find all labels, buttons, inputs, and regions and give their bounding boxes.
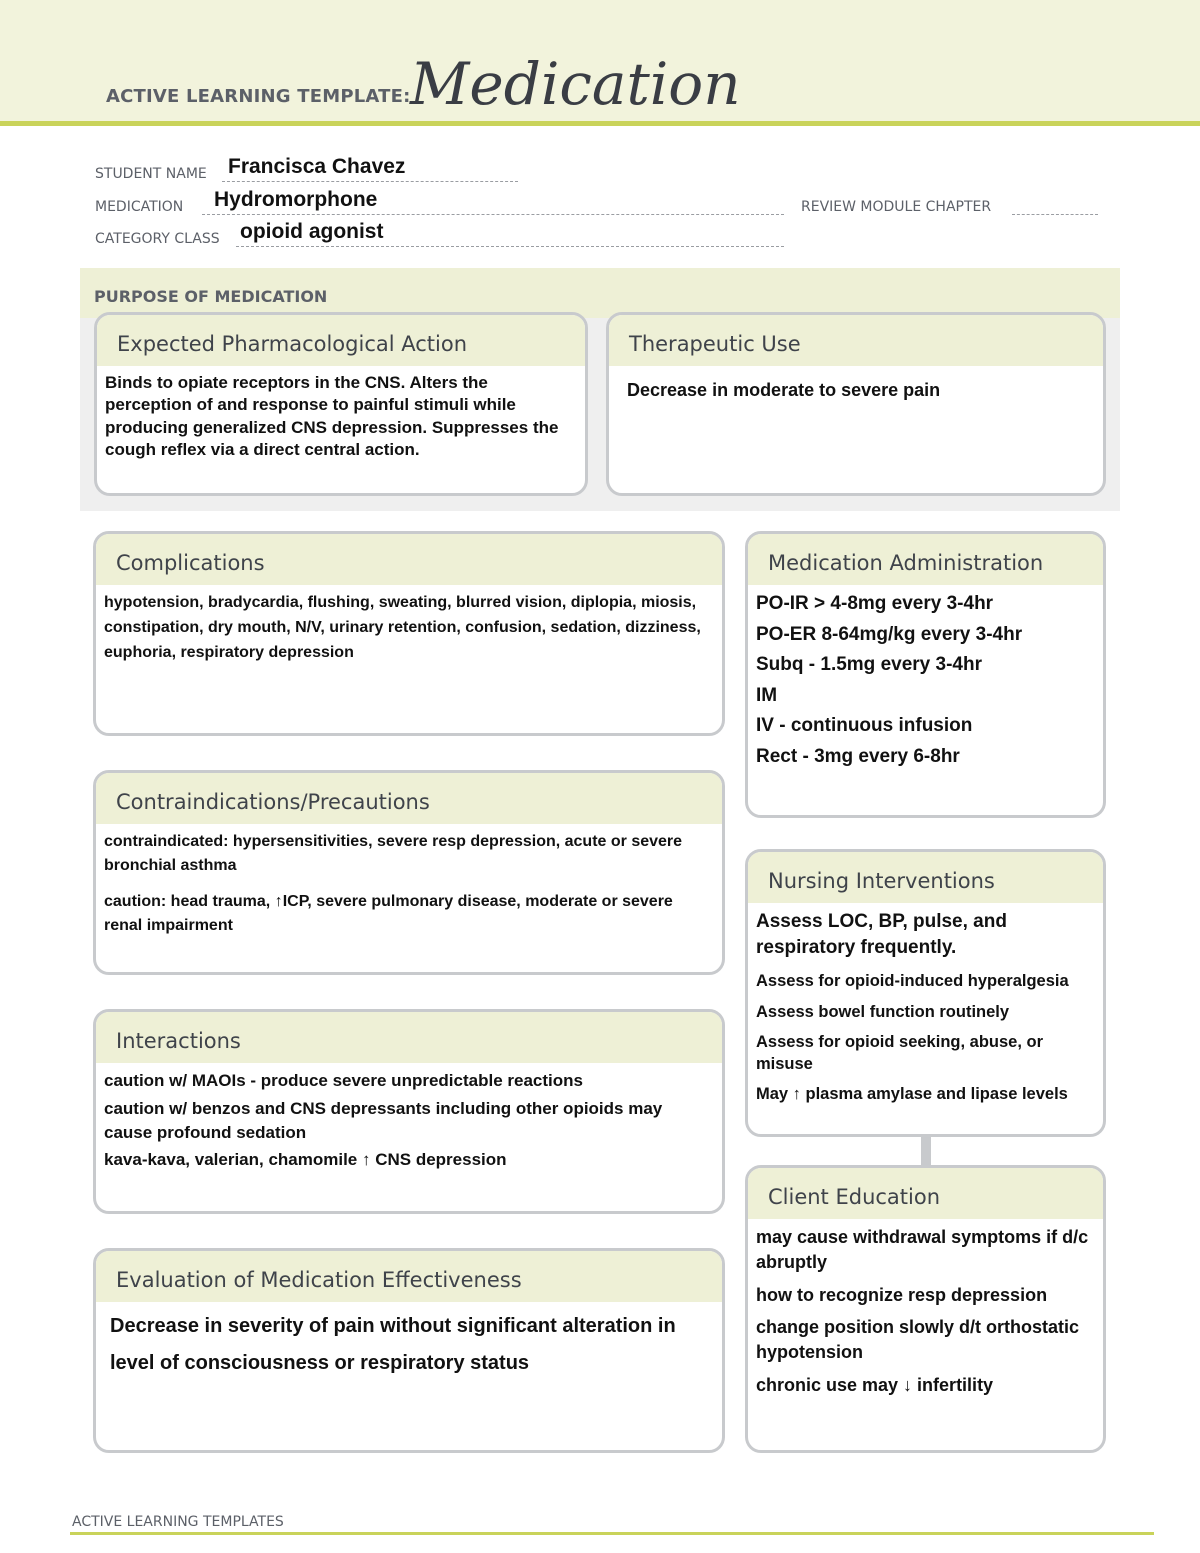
template-label: ACTIVE LEARNING TEMPLATE: [106, 86, 411, 107]
interaction-item[interactable]: kava-kava, valerian, chamomile ↑ CNS depression [104, 1150, 507, 1170]
evaluation-card [93, 1248, 725, 1453]
therapeutic-use-text[interactable]: Decrease in moderate to severe pain [627, 380, 941, 400]
education-item[interactable]: how to recognize resp depression [756, 1284, 1048, 1305]
administration-list [748, 585, 1103, 771]
category-value[interactable]: opioid agonist [240, 220, 384, 243]
client-education-card [745, 1165, 1106, 1453]
medication-line [202, 213, 784, 215]
interaction-item[interactable]: caution w/ benzos and CNS depressants including other opioids may cause profound sedation [104, 1098, 663, 1142]
interactions-list [96, 1063, 722, 1172]
student-name-label: STUDENT NAME [95, 166, 207, 182]
caution-text[interactable]: caution: head trauma, ↑ICP, severe pulmonary disease, moderate or severe renal impairment [104, 893, 673, 934]
student-name-value[interactable]: Francisca Chavez [228, 155, 406, 178]
evaluation-heading: Evaluation of Medication Effectiveness [96, 1251, 722, 1302]
client-education-list [748, 1219, 1103, 1398]
footer-divider [70, 1532, 1154, 1535]
medication-administration-card [745, 531, 1106, 818]
administration-line[interactable]: IV - continuous infusion [756, 715, 973, 737]
category-line [236, 245, 784, 247]
administration-line[interactable]: PO-ER 8-64mg/kg every 3-4hr [756, 623, 1023, 645]
therapeutic-use-heading: Therapeutic Use [609, 315, 1103, 366]
nursing-heading: Nursing Interventions [748, 852, 1103, 903]
contraindicated-text[interactable]: contraindicated: hypersensitivities, severe resp depression, acute or severe bronchial asthma [104, 833, 683, 874]
administration-line[interactable]: Subq - 1.5mg every 3-4hr [756, 654, 982, 676]
interaction-item[interactable]: caution w/ MAOIs - produce severe unpredictable reactions [104, 1071, 583, 1090]
therapeutic-use-card [606, 312, 1106, 496]
footer-text: ACTIVE LEARNING TEMPLATES [72, 1514, 284, 1530]
page-title: Medication [410, 50, 741, 118]
complications-card [93, 531, 725, 736]
nursing-item[interactable]: May ↑ plasma amylase and lipase levels [756, 1085, 1068, 1104]
nursing-item[interactable]: Assess for opioid-induced hyperalgesia [756, 972, 1069, 991]
administration-line[interactable]: Rect - 3mg every 6-8hr [756, 745, 960, 767]
interactions-card [93, 1009, 725, 1214]
contraindications-heading: Contraindications/Precautions [96, 773, 722, 824]
education-item[interactable]: change position slowly d/t orthostatic hypotension [756, 1317, 1080, 1363]
education-item[interactable]: may cause withdrawal symptoms if d/c abruptly [756, 1227, 1089, 1272]
complications-heading: Complications [96, 534, 722, 585]
complications-text[interactable]: hypotension, bradycardia, flushing, sweating, blurred vision, diplopia, miosis, constipation, dry mouth, N/V, urinary retention, confusion, sedation, dizziness, euphoria, respiratory depression [104, 594, 701, 661]
purpose-title: PURPOSE OF MEDICATION [94, 287, 328, 306]
review-module-label: REVIEW MODULE CHAPTER [801, 199, 992, 215]
expected-action-text[interactable]: Binds to opiate receptors in the CNS. Alters the perception of and response to painful stimuli while producing generalized CNS depression. Suppresses the cough reflex via a direct central action. [105, 373, 559, 460]
expected-action-heading: Expected Pharmacological Action [97, 315, 585, 366]
header-divider [0, 121, 1200, 126]
expected-action-card [94, 312, 588, 496]
administration-heading: Medication Administration [748, 534, 1103, 585]
nursing-item[interactable]: Assess LOC, BP, pulse, and respiratory frequently. [756, 911, 1007, 958]
administration-line[interactable]: PO-IR > 4-8mg every 3-4hr [756, 593, 994, 614]
nursing-interventions-card [745, 849, 1106, 1137]
card-connector [921, 1136, 931, 1168]
contraindications-body [96, 824, 722, 938]
contraindications-card [93, 770, 725, 975]
administration-line[interactable]: IM [756, 684, 778, 706]
nursing-list [748, 903, 1103, 1106]
category-label: CATEGORY CLASS [95, 231, 220, 247]
review-module-line[interactable] [1012, 213, 1098, 215]
nursing-item[interactable]: Assess for opioid seeking, abuse, or misuse [756, 1032, 1044, 1074]
client-education-heading: Client Education [748, 1168, 1103, 1219]
nursing-item[interactable]: Assess bowel function routinely [756, 1002, 1010, 1021]
education-item[interactable]: chronic use may ↓ infertility [756, 1375, 994, 1396]
medication-value[interactable]: Hydromorphone [214, 188, 378, 211]
evaluation-text[interactable]: Decrease in severity of pain without significant alteration in level of consciousness or respiratory status [110, 1315, 676, 1374]
medication-label: MEDICATION [95, 199, 184, 215]
student-name-line [222, 180, 518, 182]
interactions-heading: Interactions [96, 1012, 722, 1063]
